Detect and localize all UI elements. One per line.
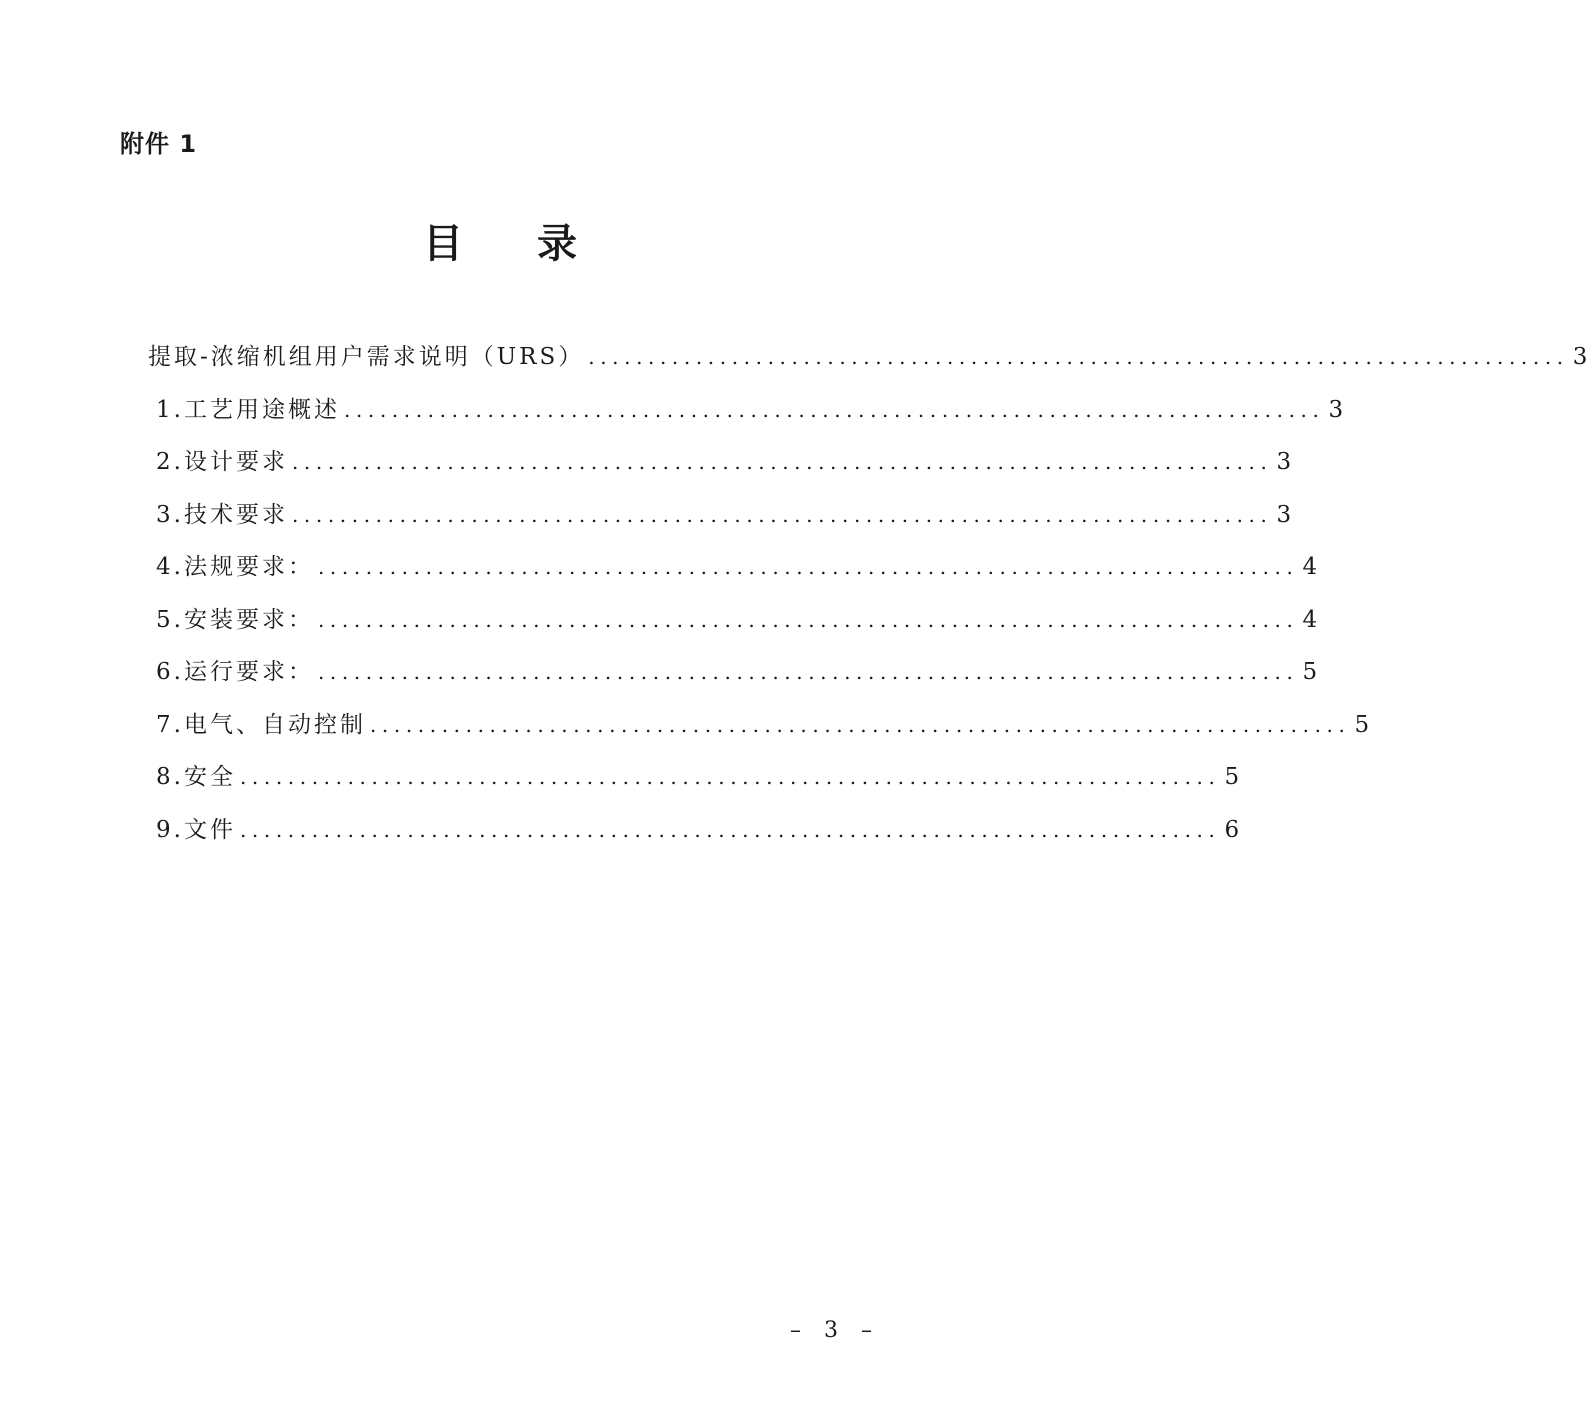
toc-leader-dots: .................................................................................. bbox=[588, 345, 1569, 369]
toc-entry-label: 运行要求： bbox=[183, 659, 314, 685]
toc-leader-dots: .................................................................................. bbox=[369, 712, 1351, 737]
toc-entry-page: 3 bbox=[1572, 344, 1587, 370]
toc-entry-label: 设计要求 bbox=[183, 449, 288, 475]
toc-entry-label: 文件 bbox=[183, 816, 236, 843]
toc-entry-number: 5. bbox=[156, 606, 184, 633]
toc-entry-label: 安装要求： bbox=[183, 606, 314, 633]
toc-entry-number: 6. bbox=[156, 659, 184, 685]
table-of-contents bbox=[148, 338, 1587, 863]
toc-entry[interactable] bbox=[148, 811, 1240, 864]
toc-leader-dots: .................................................................................. bbox=[317, 607, 1299, 632]
toc-entry-number: 9. bbox=[156, 816, 184, 843]
toc-leader-dots: .................................................................................. bbox=[291, 502, 1273, 527]
toc-entry-page: 3 bbox=[1276, 501, 1292, 528]
toc-entry-page: 4 bbox=[1302, 554, 1318, 580]
toc-leader-dots: .................................................................................. bbox=[317, 555, 1299, 579]
toc-entry[interactable] bbox=[148, 601, 1318, 654]
toc-leader-dots: .................................................................................. bbox=[343, 397, 1325, 422]
toc-entry[interactable] bbox=[148, 758, 1240, 811]
attachment-label: 附件 1 bbox=[120, 130, 198, 158]
toc-leader-dots: .................................................................................. bbox=[317, 660, 1299, 684]
toc-entry-number: 3. bbox=[156, 501, 184, 528]
toc-entry-page: 5 bbox=[1302, 659, 1318, 685]
toc-title: 目 录 bbox=[423, 220, 607, 267]
page-number: – 3 – bbox=[790, 1318, 880, 1343]
toc-entry-label: 安全 bbox=[183, 764, 236, 790]
toc-leader-dots: .................................................................................. bbox=[291, 450, 1273, 474]
toc-entry-page: 3 bbox=[1328, 396, 1344, 423]
toc-entry-number: 2. bbox=[156, 449, 184, 475]
toc-entry-number: 1. bbox=[156, 396, 184, 423]
toc-entry-number: 7. bbox=[156, 711, 184, 738]
toc-entry-label: 法规要求： bbox=[183, 554, 314, 580]
toc-entry[interactable] bbox=[148, 706, 1370, 759]
toc-entry[interactable] bbox=[148, 548, 1318, 601]
toc-entry-page: 5 bbox=[1224, 764, 1240, 790]
toc-leader-dots: .................................................................................. bbox=[239, 817, 1221, 842]
toc-entry-label: 提取-浓缩机组用户需求说明（URS） bbox=[148, 344, 585, 370]
toc-entry-page: 3 bbox=[1276, 449, 1292, 475]
toc-entry-label: 电气、自动控制 bbox=[183, 711, 366, 738]
toc-entry[interactable] bbox=[148, 391, 1344, 444]
toc-entry-label: 技术要求 bbox=[183, 501, 288, 528]
toc-entry-page: 5 bbox=[1354, 711, 1370, 738]
toc-leader-dots: .................................................................................. bbox=[239, 765, 1221, 789]
toc-entry-label: 工艺用途概述 bbox=[183, 396, 340, 423]
toc-entry-main[interactable] bbox=[148, 338, 1587, 391]
toc-entry-page: 6 bbox=[1224, 816, 1240, 843]
toc-entry[interactable] bbox=[148, 653, 1318, 706]
toc-entry-number: 4. bbox=[156, 554, 184, 580]
toc-entry-page: 4 bbox=[1302, 606, 1318, 633]
toc-entry[interactable] bbox=[148, 496, 1292, 549]
toc-entry[interactable] bbox=[148, 443, 1292, 496]
toc-entry-number: 8. bbox=[156, 764, 184, 790]
